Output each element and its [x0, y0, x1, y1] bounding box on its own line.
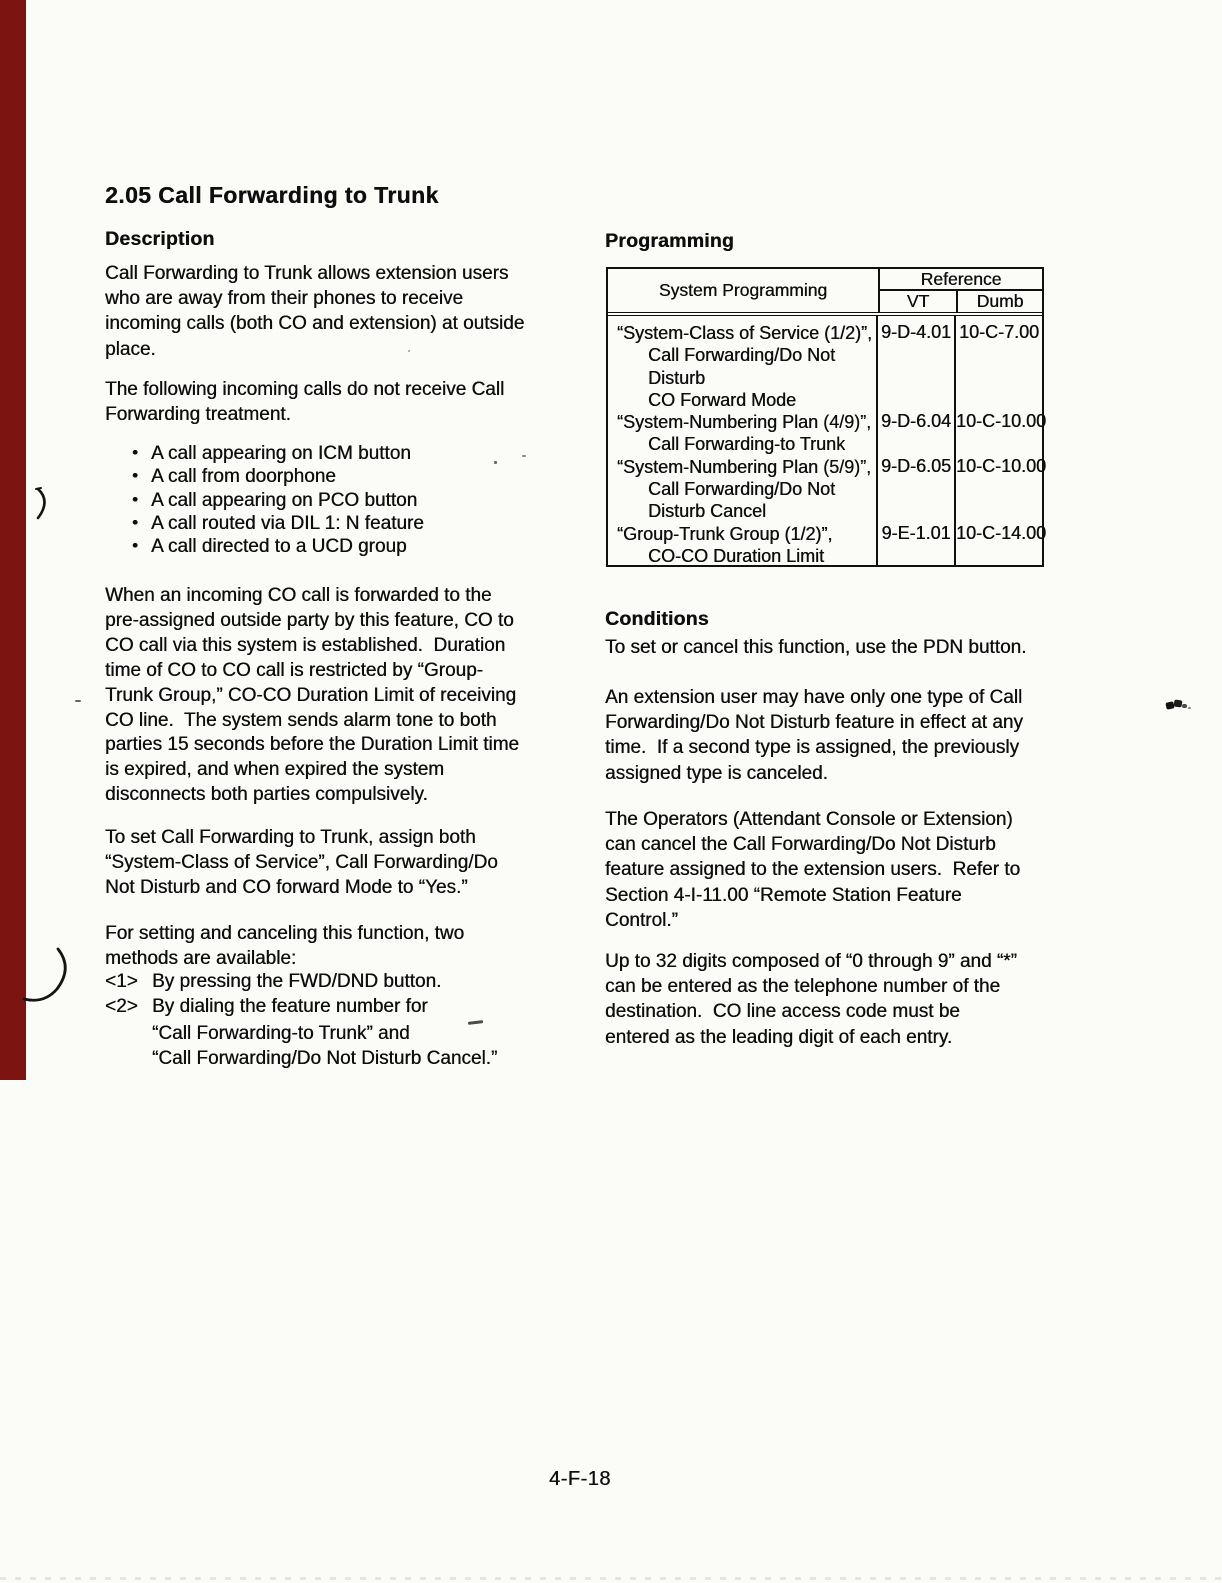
- text-line: CO call via this system is established. Duration: [105, 634, 506, 656]
- method-2-sub-lines: [152, 1021, 497, 1071]
- text-line: When an incoming CO call is forwarded to the: [105, 585, 492, 606]
- scan-bottom-edge-artifact: [0, 1577, 1222, 1580]
- text-line: time. If a second type is assigned, the previously: [605, 737, 1019, 759]
- bullet-icon: •: [132, 536, 138, 556]
- bullet-text: A call from doorphone: [151, 466, 336, 488]
- table-column-system-programming: [608, 316, 878, 565]
- text-line: To set Call Forwarding to Trunk, assign both: [105, 827, 476, 848]
- text-line: [105, 489, 424, 512]
- text-line: The following incoming calls do not receive Call: [105, 379, 505, 400]
- text-line: Trunk Group,” CO-CO Duration Limit of receiving: [105, 684, 517, 706]
- conditions-paragraph-4: [605, 949, 1017, 1050]
- table-header-reference-group: [880, 269, 1042, 312]
- text-line: Forwarding/Do Not Disturb feature in effect at any: [605, 712, 1023, 734]
- table-cell-line: Disturb: [648, 367, 706, 388]
- text-line: time of CO to CO call is restricted by “Group-: [105, 659, 483, 681]
- text-line: “Call Forwarding-to Trunk” and: [152, 1023, 410, 1044]
- text-line: feature assigned to the extension users. Refer to: [605, 859, 1021, 881]
- conditions-heading: Conditions: [605, 608, 709, 630]
- table-header-row: [608, 269, 1042, 316]
- method-2-text: By dialing the feature number for: [152, 996, 428, 1017]
- text-line: [105, 442, 424, 465]
- table-cell-line: Call Forwarding/Do Not: [648, 345, 836, 366]
- table-ref-value-dumb: 10-C-10.00: [956, 411, 1047, 432]
- method-1-text: By pressing the FWD/DND button.: [152, 971, 442, 992]
- text-line: assigned type is canceled.: [605, 762, 828, 784]
- table-cell-line: CO-CO Duration Limit: [648, 545, 825, 566]
- conditions-paragraph-1: [605, 635, 1026, 660]
- text-line: Up to 32 digits composed of “0 through 9” and “*”: [605, 951, 1017, 972]
- bullet-icon: •: [132, 443, 138, 462]
- bullet-text: A call appearing on PCO button: [151, 489, 418, 511]
- ink-speck: [522, 455, 526, 457]
- table-cell-line: “System-Numbering Plan (5/9)”,: [617, 456, 872, 477]
- table-cell-line: “System-Numbering Plan (4/9)”,: [617, 412, 872, 433]
- table-cell-line: Disturb Cancel: [648, 501, 767, 522]
- text-line: incoming calls (both CO and extension) at outside: [105, 313, 525, 335]
- programming-heading: Programming: [605, 230, 734, 252]
- text-line: Not Disturb and CO forward Mode to “Yes.”: [105, 877, 468, 899]
- conditions-paragraph-2: [605, 685, 1023, 786]
- text-line: can cancel the Call Forwarding/Do Not Disturb: [605, 834, 996, 856]
- text-line: CO line. The system sends alarm tone to both: [105, 709, 497, 731]
- text-line: can be entered as the telephone number of the: [605, 976, 1001, 998]
- table-column-vt: [878, 316, 956, 565]
- ink-smudge: [1166, 699, 1192, 713]
- description-paragraph-4: [105, 825, 498, 901]
- text-line: entered as the leading digit of each entry.: [605, 1026, 953, 1048]
- method-item-2: [105, 996, 428, 1018]
- text-line: To set or cancel this function, use the PDN button.: [605, 637, 1027, 658]
- table-ref-value-vt: 9-D-6.04: [880, 411, 952, 432]
- ink-speck: [494, 461, 497, 464]
- text-line: [105, 465, 424, 488]
- table-header-sub-row: [880, 291, 1042, 312]
- text-line: “System-Class of Service”, Call Forwarding/Do: [105, 852, 498, 874]
- text-line: pre-assigned outside party by this feature, CO to: [105, 609, 514, 631]
- page-number: 4-F-18: [549, 1468, 611, 1490]
- text-line: [105, 535, 424, 558]
- red-section-edge-tab: [0, 0, 26, 1080]
- method-1-number: <1>: [105, 971, 138, 992]
- table-header-dumb: Dumb: [976, 291, 1024, 311]
- table-ref-value-vt: 9-D-6.05: [880, 455, 952, 476]
- ink-speck: [75, 700, 81, 702]
- bullet-icon: •: [132, 512, 138, 532]
- description-paragraph-3: [105, 584, 519, 808]
- conditions-paragraph-3: [605, 807, 1020, 933]
- bullet-icon: •: [132, 489, 138, 509]
- text-line: methods are available:: [105, 948, 297, 970]
- table-ref-value-dumb: 10-C-10.00: [956, 455, 1047, 476]
- table-ref-value-vt: 9-E-1.01: [881, 522, 951, 543]
- text-line: Call Forwarding to Trunk allows extension users: [105, 263, 509, 284]
- text-line: [105, 512, 424, 535]
- description-heading: Description: [105, 228, 215, 250]
- programming-reference-table: [606, 267, 1047, 567]
- text-line: is expired, and when expired the system: [105, 759, 445, 781]
- description-paragraph-1: [105, 261, 524, 362]
- table-header-vt: VT: [880, 291, 958, 312]
- text-line: who are away from their phones to receive: [105, 288, 464, 310]
- table-cell-line: Call Forwarding-to Trunk: [648, 434, 846, 455]
- table-cell-line: Call Forwarding/Do Not: [648, 479, 836, 500]
- table-ref-value-dumb: 10-C-14.00: [956, 522, 1047, 543]
- text-line: Control.”: [605, 909, 678, 931]
- method-item-1: [105, 971, 441, 993]
- excluded-calls-bullet-list: [105, 442, 424, 558]
- table-ref-value-vt: 9-D-4.01: [880, 322, 952, 342]
- table-cell-line: CO Forward Mode: [648, 389, 797, 410]
- description-paragraph-2: [105, 377, 504, 427]
- table-cell-line: “Group-Trunk Group (1/2)”,: [617, 523, 833, 544]
- method-2-number: <2>: [105, 996, 138, 1017]
- text-line: Section 4-I-11.00 “Remote Station Feature: [605, 884, 962, 906]
- text-line: Forwarding treatment.: [105, 404, 291, 426]
- table-ref-value-dumb: 10-C-7.00: [958, 322, 1040, 342]
- text-line: parties 15 seconds before the Duration Limit time: [105, 734, 519, 756]
- handwritten-paren-mark: [34, 486, 54, 522]
- text-line: For setting and canceling this function, two: [105, 923, 465, 944]
- text-line: disconnects both parties compulsively.: [105, 784, 428, 806]
- handwritten-paren-swash-mark: [22, 946, 80, 1008]
- table-header-system-programming: System Programming: [608, 269, 880, 312]
- section-title: 2.05 Call Forwarding to Trunk: [105, 182, 439, 208]
- bullet-text: A call appearing on ICM button: [151, 443, 411, 464]
- description-paragraph-5: [105, 921, 464, 971]
- text-line: An extension user may have only one type of Call: [605, 687, 1023, 708]
- bullet-text: A call directed to a UCD group: [151, 536, 407, 558]
- bullet-icon: •: [132, 466, 138, 486]
- text-line: destination. CO line access code must be: [605, 1001, 960, 1023]
- table-column-dumb: [956, 316, 1047, 565]
- table-body: [608, 316, 1047, 566]
- text-line: place.: [105, 338, 156, 360]
- table-header-reference: Reference: [880, 269, 1042, 291]
- text-line: “Call Forwarding/Do Not Disturb Cancel.”: [152, 1048, 498, 1070]
- table-cell-line: “System-Class of Service (1/2)”,: [617, 323, 873, 343]
- bullet-text: A call routed via DIL 1: N feature: [151, 512, 424, 534]
- ink-speck: [408, 350, 410, 352]
- text-line: The Operators (Attendant Console or Extension): [605, 809, 1013, 830]
